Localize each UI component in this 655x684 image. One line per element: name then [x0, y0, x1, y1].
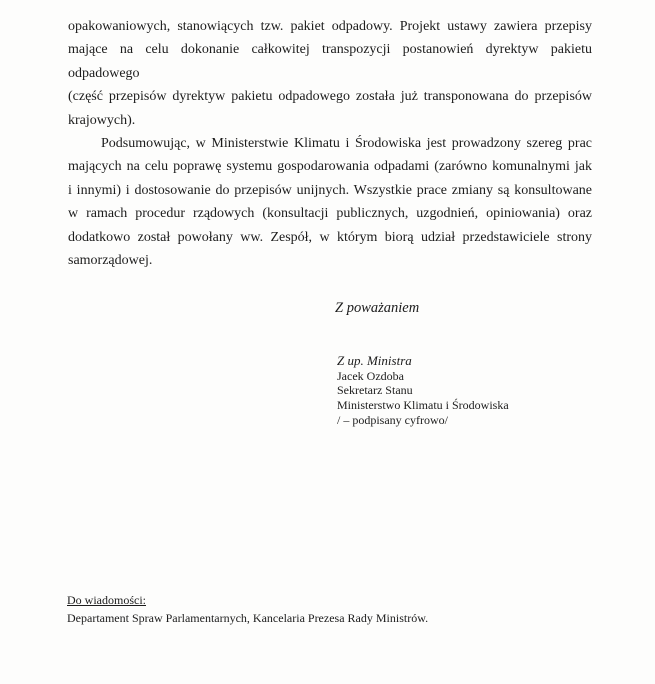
text-line: dodatkowo został powołany ww. Zespół, w którym biorą udział przedstawiciele strony [68, 229, 592, 245]
text-line: mające na celu dokonanie całkowitej transpozycji postanowień dyrektyw pakietu odpadowego [68, 42, 592, 81]
text-line: i innymi) i dostosowanie do przepisów unijnych. Wszystkie prace zmiany są konsultowane [68, 182, 592, 198]
paragraph [68, 15, 592, 132]
cc-section [67, 592, 428, 627]
text-line: (część przepisów dyrektyw pakietu odpadowego została już transponowana do przepisów [68, 89, 592, 105]
letter-body [68, 15, 592, 272]
text-line: opakowaniowych, stanowiących tzw. pakiet odpadowy. Projekt ustawy zawiera przepisy [68, 19, 592, 34]
signature-digital-note: / – podpisany cyfrowo/ [337, 412, 448, 427]
cc-label: Do wiadomości: [67, 593, 146, 607]
text-line: krajowych). [68, 112, 136, 128]
signature-block [337, 354, 509, 428]
signature-title: Sekretarz Stanu [337, 383, 413, 398]
paragraph [68, 132, 592, 272]
text-line: samorządowej. [68, 253, 153, 269]
text-line: mających na celu poprawę systemu gospodarowania odpadami (zarówno komunalnymi jak [68, 159, 592, 175]
text-line: Podsumowując, w Ministerstwie Klimatu i Środowiska jest prowadzony szereg prac [101, 136, 592, 152]
cc-recipients: Departament Spraw Parlamentarnych, Kancelaria Prezesa Rady Ministrów. [67, 610, 429, 625]
signature-organization: Ministerstwo Klimatu i Środowiska [337, 398, 509, 413]
closing-phrase: Z poważaniem [335, 300, 420, 316]
signature-name: Jacek Ozdoba [337, 368, 404, 383]
signature-on-behalf: Z up. Ministra [337, 353, 412, 368]
text-line: w ramach procedur rządowych (konsultacji publicznych, uzgodnień, opiniowania) oraz [68, 206, 592, 222]
